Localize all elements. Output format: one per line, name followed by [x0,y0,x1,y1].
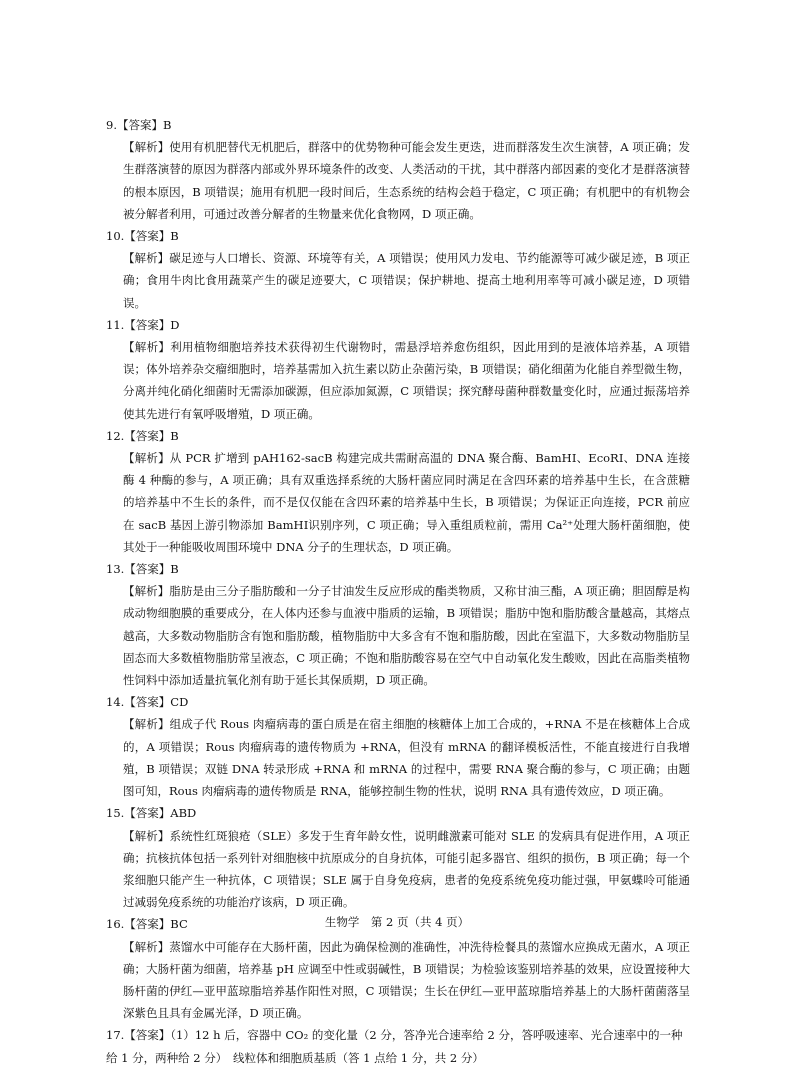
page-footer: 生物学 第 2 页（共 4 页） [324,915,470,929]
answer-line: 10.【答案】B [106,229,179,244]
analysis-text: 【解析】蒸馏水中可能存在大肠杆菌，因此为确保检测的准确性，冲洗待检餐具的蒸馏水应换成无菌水，A 项正确；大肠杆菌为细菌，培养基 pH 应调至中性或弱碱性，B 项错误；为检验该鉴别培养基的效果，应设置接种大肠杆菌的伊红—亚甲蓝琼脂培养基作阳性对照，C 项错误；生长在伊红—亚甲蓝琼脂培养基上的大肠杆菌菌落呈深紫色且具有金属光泽，D 项正确。 [123,939,690,1021]
analysis-text: 【解析】系统性红斑狼疮（SLE）多发于生育年龄女性，说明雌激素可能对 SLE 的发病具有促进作用，A 项正确；抗核抗体包括一系列针对细胞核中抗原成分的自身抗体，可能引起多器官、组织的损伤，B 项正确；每一个浆细胞只能产生一种抗体，C 项错误；SLE 属于自身免疫病，患者的免疫系统免疫功能过强，甲氨蝶呤可能通过减弱免疫系统的功能治疗该病，D 项正确。 [123,828,690,910]
answer-line: 15.【答案】ABD [106,806,197,821]
answer-line: 11.【答案】D [106,317,180,332]
analysis-text: 【解析】使用有机肥替代无机肥后，群落中的优势物种可能会发生更迭，进而群落发生次生演替，A 项正确；发生群落演替的原因为群落内部或外界环境条件的改变、人类活动的干扰，其中群落内部因素的变化才是群落演替的根本原因，B 项错误；施用有机肥一段时间后，生态系统的结构会趋于稳定，C 项正确；有机肥中的有机物会被分解者利用，可通过改善分解者的生物量来优化食物网，D 项正确。 [123,140,690,221]
answer-line: 14.【答案】CD [106,695,189,710]
analysis-text: 【解析】脂肪是由三分子脂肪酸和一分子甘油发生反应形成的酯类物质，又称甘油三酯，A 项正确；胆固醇是构成动物细胞膜的重要成分，在人体内还参与血液中脂质的运输，B 项错误；脂肪中饱和脂肪酸含量越高，其熔点越高，大多数动物脂肪含有饱和脂肪酸，植物脂肪中大多含有不饱和脂肪酸，因此在室温下，大多数动物脂肪呈固态而大多数植物脂肪常呈液态，C 项正确；不饱和脂肪酸容易在空气中自动氧化发生酸败，因此在高脂类植物性饲料中添加适量抗氧化剂有助于延长其保质期，D 项正确。 [123,584,690,688]
analysis-text: 【解析】碳足迹与人口增长、资源、环境等有关，A 项错误；使用风力发电、节约能源等可减少碳足迹，B 项正确；食用牛肉比食用蔬菜产生的碳足迹要大，C 项错误；保护耕地、提高土地利用率等可减小碳足迹，D 项错误。 [123,251,690,310]
answer-line: 9.【答案】B [106,118,172,132]
question-14 [106,691,690,802]
answer-line: 12.【答案】B [106,428,179,443]
answer-line: 16.【答案】BC [106,917,188,932]
question-12 [106,425,690,558]
answer-line: 17.【答案】（1）12 h 后，容器中 CO₂ 的变化量（2 分，答净光合速率给 2 分，答呼吸速率、光合速率中的一种给 1 分，两种给 2 分） 线粒体和细胞质基质（答 1 点给 1 分，共 2 分） [106,1028,683,1065]
question-10 [106,225,690,314]
analysis-text: 【解析】组成子代 Rous 肉瘤病毒的蛋白质是在宿主细胞的核糖体上加工合成的，+RNA 不是在核糖体上合成的，A 项错误；Rous 肉瘤病毒的遗传物质为 +RNA，但没有 mRNA 的翻译模板活性，不能直接进行自我增殖，B 项错误；双链 DNA 转录形成 +RNA 和 mRNA 的过程中，需要 RNA 聚合酶的参与，C 项正确；由题图可知，Rous 肉瘤病毒的遗传物质是 RNA，能够控制生物的性状，说明 RNA 具有遗传效应，D 项正确。 [123,717,690,799]
analysis-text: 【解析】利用植物细胞培养技术获得初生代谢物时，需悬浮培养愈伤组织，因此用到的是液体培养基，A 项错误；体外培养杂交瘤细胞时，培养基需加入抗生素以防止杂菌污染，B 项错误；硝化细菌为化能自养型微生物，分离并纯化硝化细菌时无需添加碳源，但应添加氮源，C 项错误；探究酵母菌种群数量变化时，应通过振荡培养使其先进行有氧呼吸增殖，D 项正确。 [123,340,690,421]
analysis-text: 【解析】从 PCR 扩增到 pAH162-sacB 构建完成共需耐高温的 DNA 聚合酶、BamHⅠ、EcoRⅠ、DNA 连接酶 4 种酶的参与，A 项正确；具有双重选择系统的大肠杆菌应同时满足在含四环素的培养基中生长，在含蔗糖的培养基中不生长的条件，而不是仅仅能在含四环素的培养基中生长，B 项错误；为保证正向连接，PCR 前应在 sacB 基因上游引物添加 BamHⅠ识别序列，C 项正确；导入重组质粒前，需用 Ca²⁺处理大肠杆菌细胞，使其处于一种能吸收周围环境中 DNA 分子的生理状态，D 项正确。 [123,451,690,554]
question-9 [106,114,690,225]
answer-line: 13.【答案】B [106,562,179,577]
question-17 [106,1024,690,1068]
question-13 [106,558,690,691]
question-11 [106,314,690,425]
question-15 [106,802,690,913]
